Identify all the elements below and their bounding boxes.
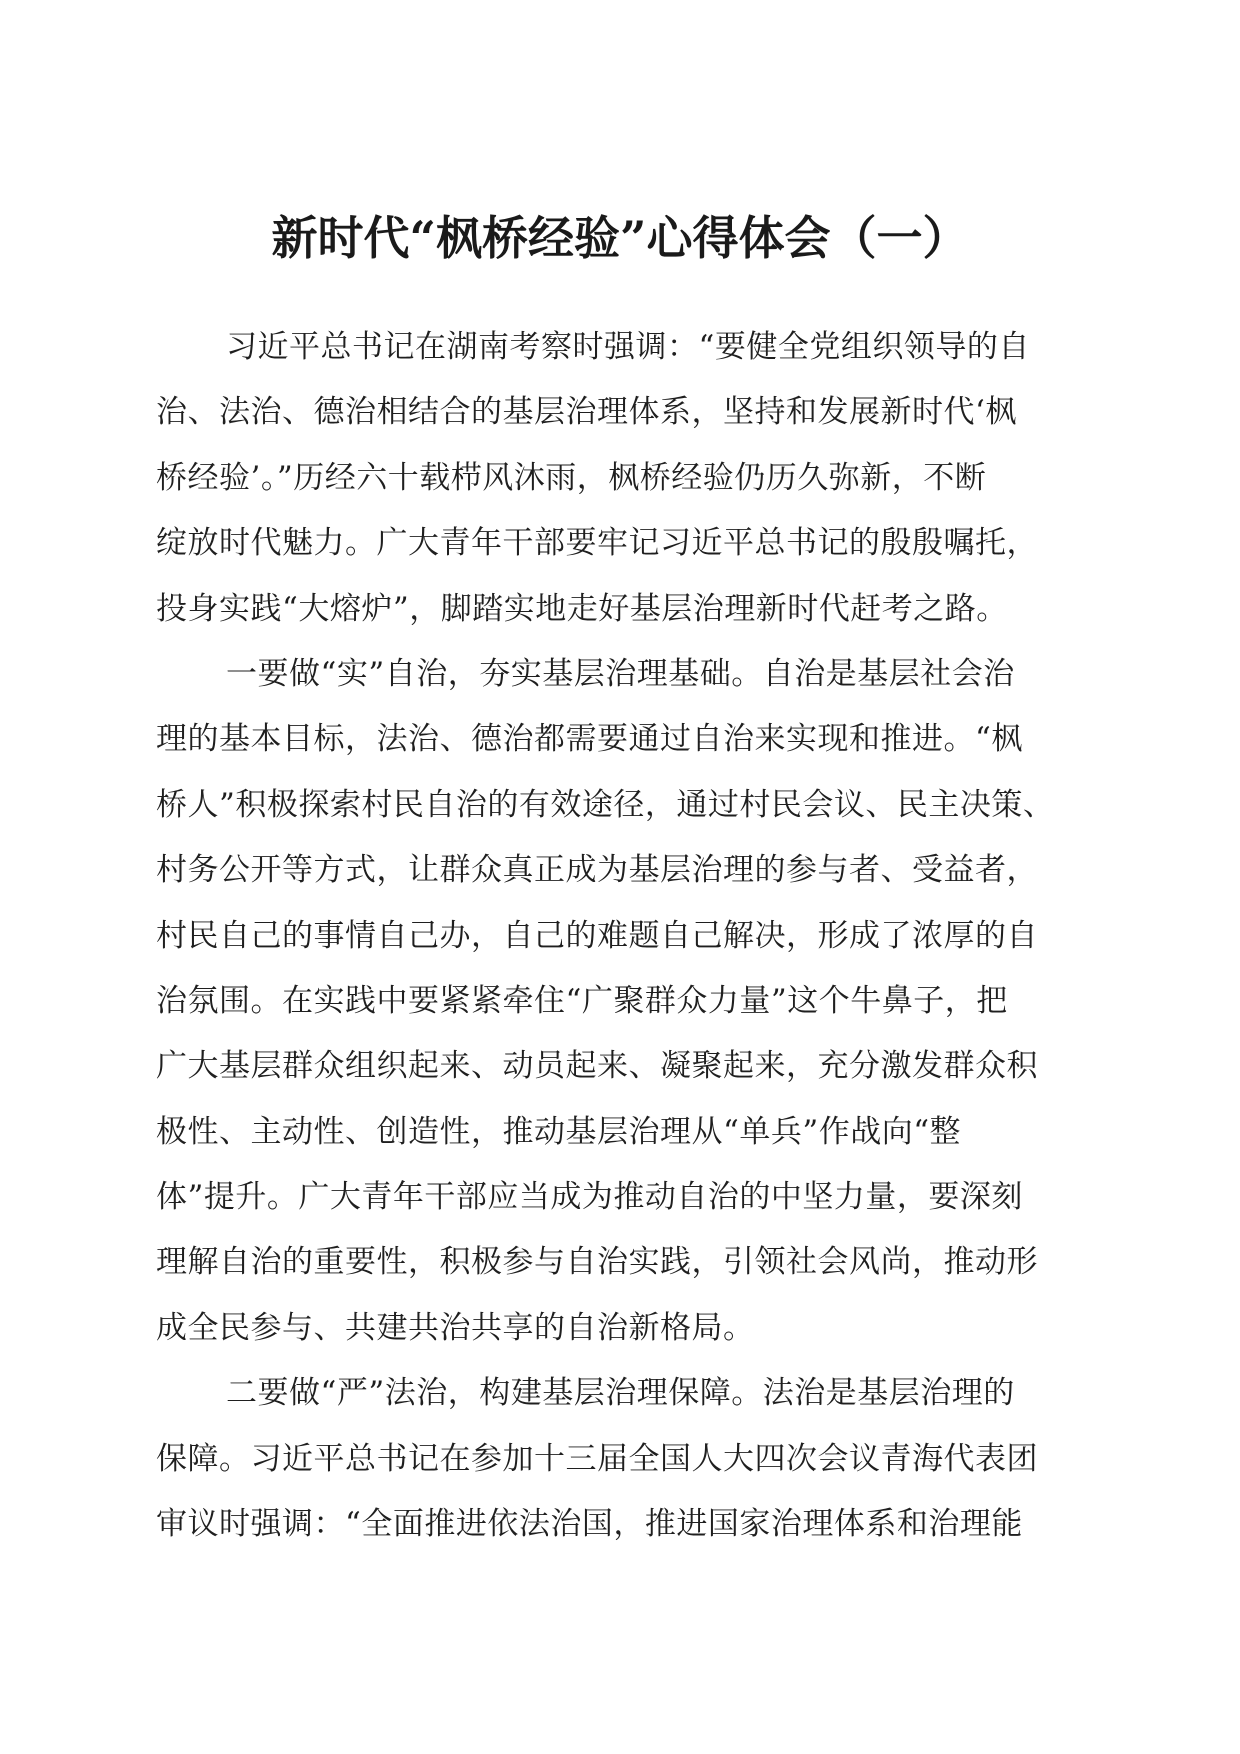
paragraph-line: 治氛围。在实践中要紧紧牵住“广聚群众力量”这个牛鼻子，把 [156,982,1008,1019]
paragraph-line: 治、法治、德治相结合的基层治理体系，坚持和发展新时代‘枫 [156,394,1017,431]
paragraph-line: 桥人”积极探索村民自治的有效途径，通过村民会议、民主决策、 [156,786,1055,823]
paragraph-2 [156,642,1084,1361]
paragraph-line: 理解自治的重要性，积极参与自治实践，引领社会风尚，推动形 [156,1244,1038,1281]
paragraph-line: 广大基层群众组织起来、动员起来、凝聚起来，充分激发群众积 [156,1048,1038,1085]
paragraph-line: 审议时强调：“全面推进依法治国，推进国家治理体系和治理能 [156,1506,1023,1543]
paragraph-line: 保障。习近平总书记在参加十三届全国人大四次会议青海代表团 [156,1440,1038,1477]
paragraph-line: 村民自己的事情自己办，自己的难题自己解决，形成了浓厚的自 [156,917,1038,954]
paragraph-line: 一要做“实”自治，夯实基层治理基础。自治是基层社会治 [226,655,1015,692]
paragraph-line: 村务公开等方式，让群众真正成为基层治理的参与者、受益者， [156,852,1038,889]
document-title: 新时代“枫桥经验”心得体会（一） [271,211,969,265]
paragraph-line: 成全民参与、共建共治共享的自治新格局。 [156,1309,755,1346]
paragraph-line: 理的基本目标，法治、德治都需要通过自治来实现和推进。“枫 [156,721,1023,758]
paragraph-line: 体”提升。广大青年干部应当成为推动自治的中坚力量，要深刻 [156,1179,1023,1216]
paragraph-line: 桥经验’。”历经六十载栉风沐雨，枫桥经验仍历久弥新，不断 [156,459,987,496]
paragraph-3 [156,1361,1084,1557]
document-body [156,315,1084,1557]
paragraph-line: 投身实践“大熔炉”，脚踏实地走好基层治理新时代赶考之路。 [156,590,1008,627]
paragraph-line: 极性、主动性、创造性，推动基层治理从“单兵”作战向“整 [156,1113,962,1150]
paragraph-1 [156,315,1084,642]
paragraph-line: 绽放时代魅力。广大青年干部要牢记习近平总书记的殷殷嘱托， [156,525,1038,562]
paragraph-line: 二要做“严”法治，构建基层治理保障。法治是基层治理的 [226,1375,1015,1412]
paragraph-line: 习近平总书记在湖南考察时强调：“要健全党组织领导的自 [226,329,1030,365]
